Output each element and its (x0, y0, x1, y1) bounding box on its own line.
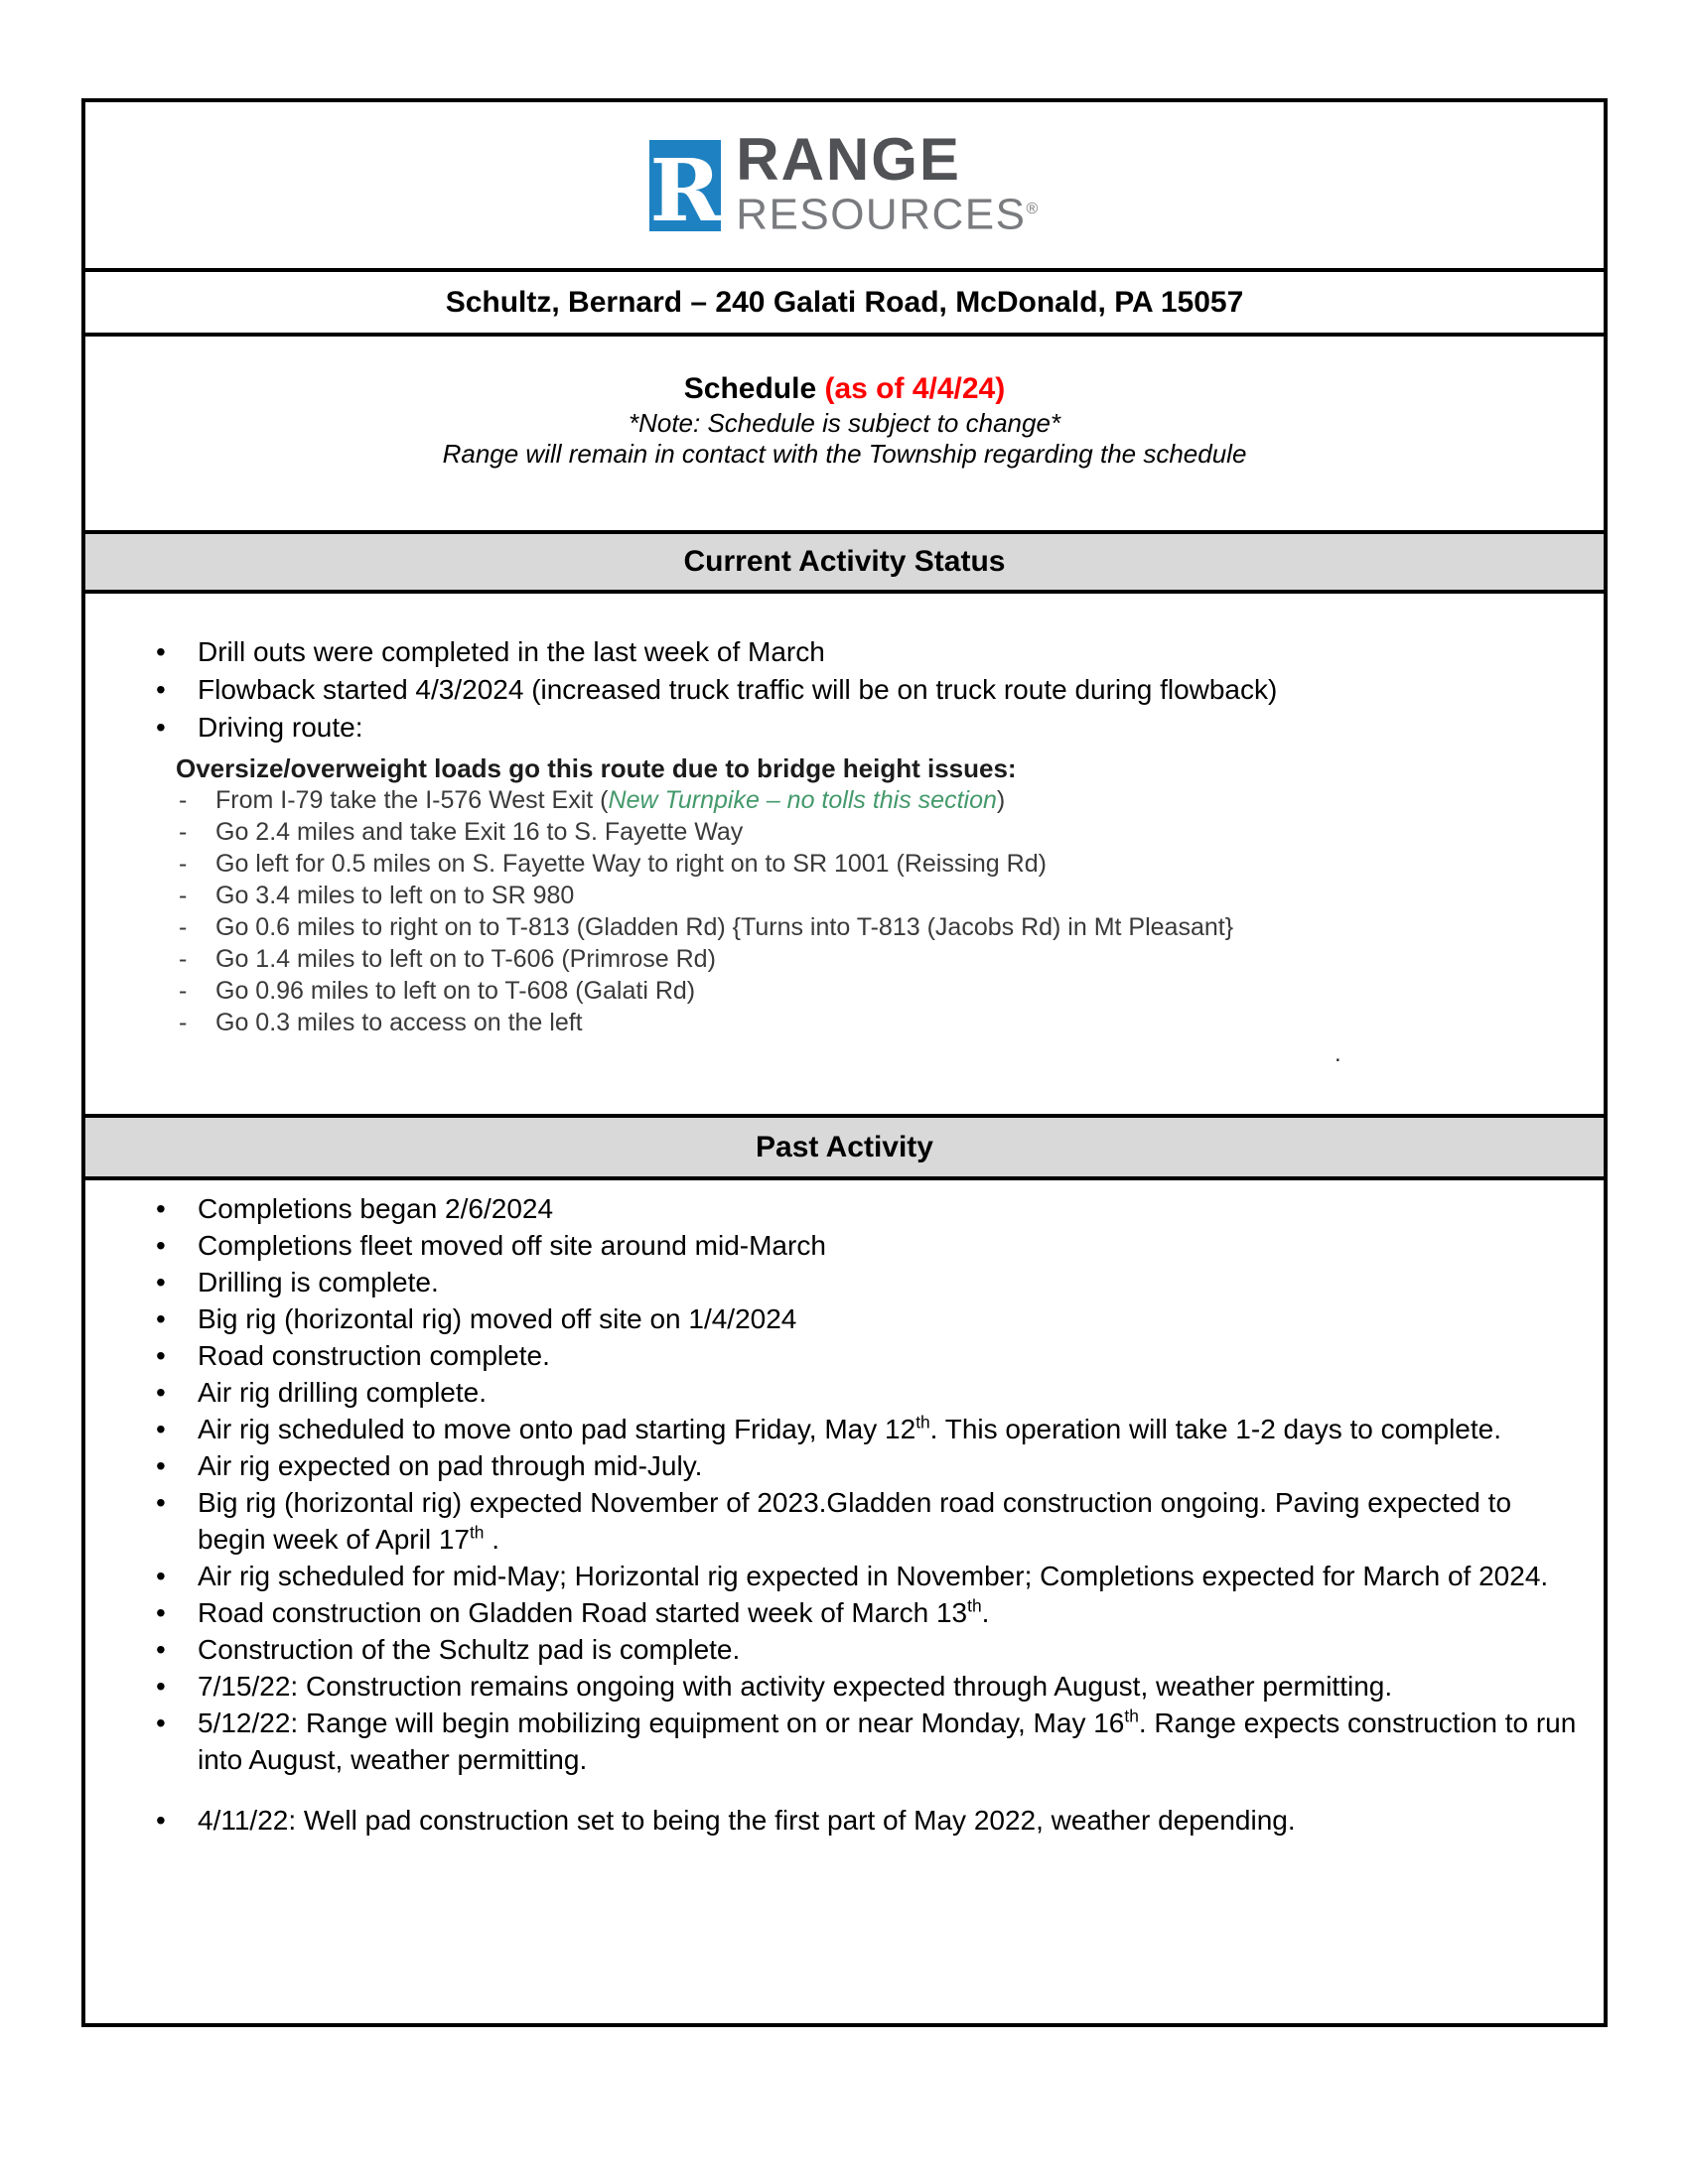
bullet-item (152, 1374, 1580, 1411)
bullet-item (152, 1227, 1580, 1264)
current-activity-header-label: Current Activity Status (683, 545, 1006, 578)
range-r-icon (649, 140, 721, 231)
section-header-current-activity (85, 534, 1604, 594)
logo-brand-bottom (736, 187, 1040, 238)
text-segment: Go 0.3 miles to access on the left (215, 1009, 583, 1036)
current-activity-bullet-list (152, 633, 1580, 747)
text-segment: Air rig scheduled to move onto pad starting Friday, May 12 (198, 1414, 916, 1444)
ordinal-suffix: th (1124, 1706, 1139, 1726)
bullet-item (152, 633, 1580, 671)
bullet-item (152, 709, 1580, 747)
document-table (81, 98, 1608, 2027)
bullet-item (152, 1484, 1580, 1558)
schedule-note-1: *Note: Schedule is subject to change* (628, 408, 1061, 438)
title-bar (85, 272, 1604, 337)
route-item (176, 943, 1546, 975)
bullet-item (152, 1631, 1580, 1668)
text-segment: Road construction complete. (198, 1340, 550, 1371)
bullet-item (152, 1190, 1580, 1227)
text-segment: Go left for 0.5 miles on S. Fayette Way to right on to SR 1001 (Reissing Rd) (215, 850, 1047, 878)
text-segment: Air rig expected on pad through mid-July. (198, 1450, 703, 1481)
route-item (176, 975, 1546, 1007)
route-item (176, 880, 1546, 911)
bullet-item (152, 1300, 1580, 1337)
ordinal-suffix: th (915, 1412, 930, 1433)
text-segment: Air rig drilling complete. (198, 1377, 487, 1408)
text-segment: Big rig (horizontal rig) expected November of 2023.Gladden road construction ongoing. Paving expected to begin week of April 17 (198, 1487, 1512, 1555)
route-item (176, 848, 1546, 880)
schedule-heading (85, 370, 1604, 408)
schedule-block (85, 337, 1604, 534)
logo-row (85, 102, 1604, 272)
text-segment: Construction of the Schultz pad is complete. (198, 1634, 741, 1665)
route-heading: Oversize/overweight loads go this route due to bridge height issues: (176, 753, 1017, 783)
bullet-item (152, 1411, 1580, 1447)
text-segment: . This operation will take 1-2 days to complete. (929, 1414, 1501, 1444)
bullet-item (152, 1337, 1580, 1374)
bullet-item (152, 1264, 1580, 1300)
past-activity-header-label: Past Activity (756, 1130, 933, 1163)
text-segment: Go 3.4 miles to left on to SR 980 (215, 882, 575, 909)
text-segment: . (484, 1524, 500, 1555)
highlighted-text-segment: New Turnpike – no tolls this section (608, 786, 997, 814)
logo-letter: R (649, 140, 721, 231)
text-segment: Drill outs were completed in the last week of March (198, 636, 825, 667)
text-segment: Driving route: (198, 712, 363, 743)
section-past-activity (85, 1180, 1604, 2023)
registered-mark: ® (1026, 200, 1040, 217)
route-item (176, 816, 1546, 848)
ordinal-suffix: th (967, 1595, 982, 1616)
schedule-heading-label: Schedule (683, 372, 817, 405)
bullet-item (152, 1668, 1580, 1705)
text-segment: Flowback started 4/3/2024 (increased truck traffic will be on truck route during flowback) (198, 674, 1278, 705)
bullet-item (152, 1594, 1580, 1631)
owner-address-title: Schultz, Bernard – 240 Galati Road, McDonald, PA 15057 (445, 285, 1244, 319)
logo-text (736, 125, 1040, 239)
bullet-item (152, 1558, 1580, 1594)
route-item (176, 911, 1546, 943)
bullet-item (152, 1705, 1580, 1778)
text-segment: Completions began 2/6/2024 (198, 1193, 554, 1224)
range-resources-logo (649, 125, 1040, 239)
text-segment: Air rig scheduled for mid-May; Horizontal rig expected in November; Completions expected for March of 2024. (198, 1561, 1549, 1591)
text-segment: . Range expects construction to run into August, weather permitting. (198, 1707, 1577, 1775)
logo-brand-top: RANGE (736, 125, 961, 193)
text-segment: 7/15/22: Construction remains ongoing with activity expected through August, weather permitting. (198, 1671, 1393, 1702)
text-segment: Completions fleet moved off site around mid-March (198, 1230, 826, 1261)
driving-route-block (176, 752, 1580, 1038)
text-segment: ) (996, 786, 1006, 814)
section-current-activity (85, 594, 1604, 1118)
text-segment: Drilling is complete. (198, 1267, 439, 1297)
text-segment: Go 0.96 miles to left on to T-608 (Galati Rd) (215, 977, 696, 1005)
text-segment: From I-79 take the I-576 West Exit ( (215, 786, 609, 814)
text-segment: . (981, 1597, 990, 1628)
route-item (176, 784, 1546, 816)
text-segment: Road construction on Gladden Road started week of March 13 (198, 1597, 968, 1628)
text-segment: Go 2.4 miles and take Exit 16 to S. Fayette Way (215, 818, 744, 846)
stray-period-artifact: . (1335, 1040, 1341, 1067)
text-segment: 4/11/22: Well pad construction set to being the first part of May 2022, weather depending. (198, 1805, 1296, 1836)
bullet-item (152, 1447, 1580, 1484)
bullet-item (152, 671, 1580, 709)
driving-route-list (176, 784, 1580, 1038)
section-header-past-activity (85, 1118, 1604, 1180)
past-activity-bullet-list (152, 1190, 1580, 1839)
schedule-note-2: Range will remain in contact with the Township regarding the schedule (442, 439, 1247, 469)
text-segment: Big rig (horizontal rig) moved off site on 1/4/2024 (198, 1303, 797, 1334)
logo-brand-bottom-text: RESOURCES (736, 190, 1027, 239)
text-segment: 5/12/22: Range will begin mobilizing equipment on or near Monday, May 16 (198, 1707, 1125, 1738)
bullet-item (152, 1802, 1580, 1839)
text-segment: Go 0.6 miles to right on to T-813 (Gladden Rd) {Turns into T-813 (Jacobs Rd) in Mt Pleasant} (215, 913, 1234, 941)
ordinal-suffix: th (469, 1522, 485, 1543)
schedule-as-of-date: (as of 4/4/24) (816, 372, 1006, 405)
route-item (176, 1007, 1546, 1038)
text-segment: Go 1.4 miles to left on to T-606 (Primrose Rd) (215, 945, 716, 973)
